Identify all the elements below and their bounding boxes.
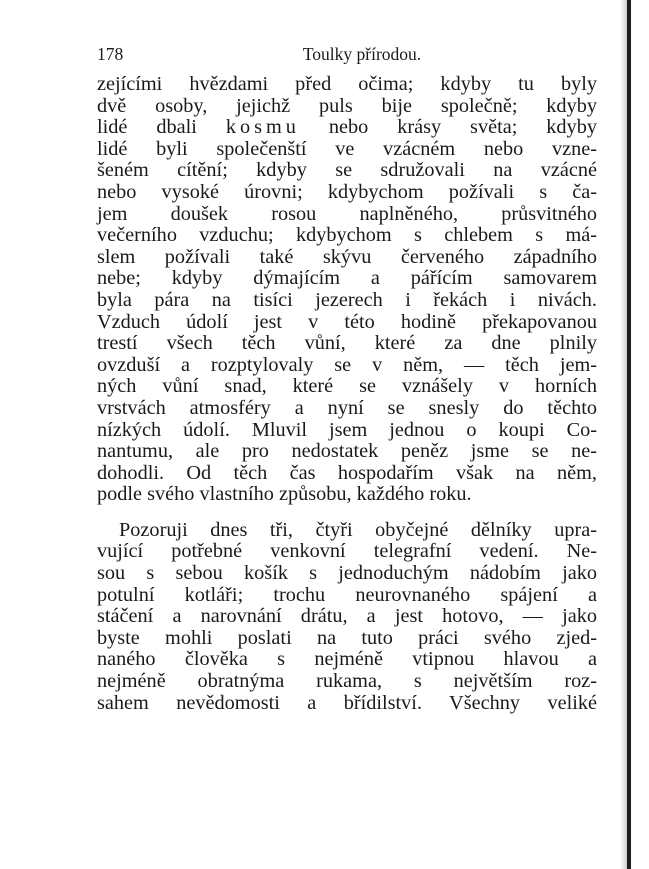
text-line: Vzduch údolí jest v této hodině překapovanou bbox=[97, 310, 597, 333]
page-header bbox=[97, 42, 597, 66]
text-line: lidé byli společenští ve vzácném nebo vzne- bbox=[97, 137, 597, 160]
text-line: sahem nevědomosti a břídilství. Všechny veliké bbox=[97, 691, 597, 714]
text-line: nízkých údolí. Mluvil jsem jednou o koupi Co- bbox=[97, 418, 597, 441]
body-text bbox=[97, 74, 597, 714]
text-line: Pozoruji dnes tři, čtyři obyčejné dělníky upra- bbox=[119, 518, 597, 541]
text-line: ných vůní snad, které se vznášely v horních bbox=[97, 375, 597, 398]
paragraph-2 bbox=[97, 520, 597, 714]
page-edge-line bbox=[627, 0, 631, 869]
running-title: Toulky přírodou. bbox=[302, 44, 422, 64]
text-line: nebe; kdyby dýmajícím a pářícím samovarem bbox=[97, 267, 597, 290]
text-line: dohodli. Od těch čas hospodařím však na něm, bbox=[97, 461, 597, 484]
text-line: lidé dbali kosmu nebo krásy světa; kdyby bbox=[97, 116, 597, 139]
text-line: nantumu, ale pro nedostatek peněz jsme se ne- bbox=[97, 440, 597, 463]
text-line: byla pára na tisíci jezerech i řekách i nivách. bbox=[97, 288, 597, 311]
text-line: sou s sebou košík s jednoduchým nádobím jako bbox=[97, 562, 597, 585]
emphasized-word: kosmu bbox=[225, 116, 300, 139]
text-line: šeném cítění; kdyby se sdružovali na vzácné bbox=[97, 159, 597, 182]
text-line: trestí všech těch vůní, které za dne plnily bbox=[97, 332, 597, 355]
text-line: večerního vzduchu; kdybychom s chlebem s má- bbox=[97, 224, 597, 247]
text-line: nejméně obratnýma rukama, s největším roz- bbox=[97, 670, 597, 693]
text-line: slem požívali také skývu červeného západního bbox=[97, 245, 597, 268]
text-line: ovzduší a rozptylovaly se v něm, — těch jem- bbox=[97, 353, 597, 376]
text-line: byste mohli poslati na tuto práci svého zjed- bbox=[97, 626, 597, 649]
paragraph-gap bbox=[97, 506, 597, 520]
paragraph-1 bbox=[97, 74, 597, 506]
text-line: podle svého vlastního způsobu, každého roku. bbox=[97, 483, 472, 506]
text-line: jem doušek rosou naplněného, průsvitného bbox=[97, 202, 597, 225]
text-line: dvě osoby, jejichž puls bije společně; kdyby bbox=[97, 94, 597, 117]
text-line: potulní kotláři; trochu neurovnaného spájení a bbox=[97, 583, 597, 606]
text-line: stáčení a narovnání drátu, a jest hotovo, — jako bbox=[97, 605, 597, 628]
text-line: naného člověka s nejméně vtipnou hlavou a bbox=[97, 648, 597, 671]
text-line: vující potřebné venkovní telegrafní vedení. Ne- bbox=[97, 540, 597, 563]
text-line: nebo vysoké úrovni; kdybychom požívali s ča- bbox=[97, 180, 597, 203]
text-line: vrstvách atmosféry a nyní se snesly do těchto bbox=[97, 396, 597, 419]
page-number: 178 bbox=[97, 44, 124, 64]
text-line: zejícími hvězdami před očima; kdyby tu byly bbox=[97, 73, 597, 95]
